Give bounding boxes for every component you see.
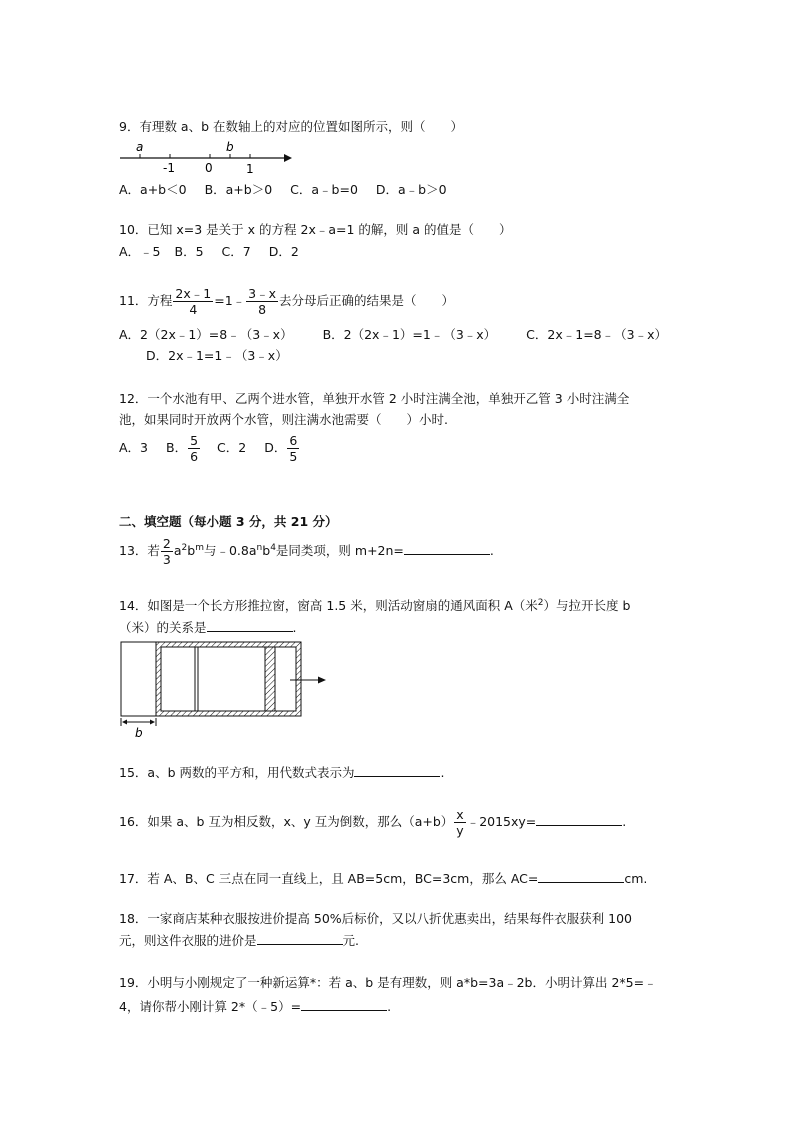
- q14-line1: 14．如图是一个长方形推拉窗，窗高 1.5 米，则活动窗扇的通风面积 A（米$^2$）与拉开长度 b: [119, 597, 631, 613]
- q10-option-c[interactable]: C．7: [221, 244, 251, 259]
- arrow-right-icon: [284, 154, 292, 162]
- arrow-right-icon: [318, 677, 326, 684]
- tick-zero: 0: [205, 161, 213, 175]
- q10-option-b[interactable]: B．5: [174, 244, 204, 259]
- q9-stem: 9．有理数 a、b 在数轴上的对应的位置如图所示，则（ ）: [119, 119, 463, 134]
- q11-option-d[interactable]: D．2x﹣1=1﹣（3﹣x）: [146, 348, 288, 363]
- q17-answer-blank[interactable]: [538, 870, 624, 883]
- q17-stem: 17．若 A、B、C 三点在同一直线上，且 AB=5cm，BC=3cm，那么 AC= cm.: [119, 871, 648, 886]
- q19-line2: 4，请你帮小刚计算 2*（﹣5）= .: [119, 999, 392, 1014]
- q11-option-a[interactable]: A．2（2x﹣1）=8﹣（3﹣x）: [119, 327, 293, 342]
- q14-answer-blank[interactable]: [207, 619, 293, 632]
- tick-neg-one: -1: [163, 161, 175, 175]
- figure-label-b: b: [135, 726, 143, 740]
- q16-answer-blank[interactable]: [536, 813, 622, 826]
- q9-option-b[interactable]: B．a+b＞0: [204, 182, 273, 197]
- q12-options: [119, 433, 300, 464]
- q19-answer-blank[interactable]: [301, 998, 387, 1011]
- q11-option-c[interactable]: C．2x﹣1=8﹣（3﹣x）: [526, 327, 667, 342]
- q12-line2: 池，如果同时开放两个水管，则注满水池需要（ ）小时.: [119, 412, 448, 427]
- q11-option-b[interactable]: B．2（2x﹣1）=1﹣（3﹣x）: [322, 327, 497, 342]
- q11-fraction-2: $\frac{3﹣x}{8}$: [248, 286, 277, 317]
- q10-stem: 10．已知 x=3 是关于 x 的方程 2x﹣a=1 的解，则 a 的值是（ ）: [119, 222, 512, 237]
- label-a: a: [136, 140, 144, 154]
- q12-option-c[interactable]: C．2: [217, 440, 247, 455]
- q9-option-c[interactable]: C．a﹣b=0: [290, 182, 358, 197]
- q19-line1: 19．小明与小刚规定了一种新运算*：若 a、b 是有理数，则 a*b=3a﹣2b．小明计算出 2*5=﹣: [119, 975, 657, 990]
- q9-option-d[interactable]: D．a﹣b＞0: [375, 182, 447, 197]
- q10-option-d[interactable]: D．2: [268, 244, 299, 259]
- q9-number-line: [118, 140, 293, 178]
- q16-stem: 16．如果 a、b 互为相反数，x、y 互为倒数，那么（a+b） $\frac{x}{y}$ ﹣2015xy= .: [119, 807, 627, 838]
- q11-options-row1: [119, 327, 667, 343]
- q9-options: [119, 182, 447, 198]
- tick-one: 1: [246, 162, 254, 176]
- q12-option-d[interactable]: D． $\frac{6}{5}$: [264, 433, 298, 464]
- q16-fraction: $\frac{x}{y}$: [456, 807, 464, 838]
- q12-line1: 12．一个水池有甲、乙两个进水管，单独开水管 2 小时注满全池，单独开乙管 3 小时注满全: [119, 391, 630, 406]
- q18-line1: 18．一家商店某种衣服按进价提高 50%后标价，又以八折优惠卖出，结果每件衣服获利 100: [119, 911, 632, 926]
- q15-answer-blank[interactable]: [354, 764, 440, 777]
- q15-stem: 15．a、b 两数的平方和，用代数式表示为 .: [119, 765, 445, 780]
- q18-line2: 元，则这件衣服的进价是 元.: [119, 933, 359, 948]
- q9-option-a[interactable]: A．a+b＜0: [119, 182, 187, 197]
- q12-option-a[interactable]: A．3: [119, 440, 149, 455]
- q14-window-figure: [118, 638, 333, 740]
- q10-option-a[interactable]: A．﹣5: [119, 244, 161, 259]
- q14-line2: （米）的关系是 .: [119, 620, 297, 635]
- q11-stem: 11．方程 $\frac{2x﹣1}{4}$ =1﹣ $\frac{3﹣x}{8}$ 去分母后正确的结果是（ ）: [119, 286, 455, 317]
- q13-stem: 13．若 $\frac{2}{3}$ $a^2b^m$与$﹣0.8a^nb^4$是同类项，则 m+2n= .: [119, 536, 494, 567]
- q12-option-b[interactable]: B． $\frac{5}{6}$: [166, 433, 199, 464]
- q11-fraction-1: $\frac{2x﹣1}{4}$: [175, 286, 212, 317]
- q10-options: [119, 244, 299, 260]
- section2-title: 二、填空题（每小题 3 分，共 21 分）: [119, 514, 338, 529]
- q13-answer-blank[interactable]: [404, 542, 490, 555]
- q13-fraction: $\frac{2}{3}$: [162, 536, 171, 567]
- label-b: b: [226, 140, 234, 154]
- q18-answer-blank[interactable]: [257, 932, 343, 945]
